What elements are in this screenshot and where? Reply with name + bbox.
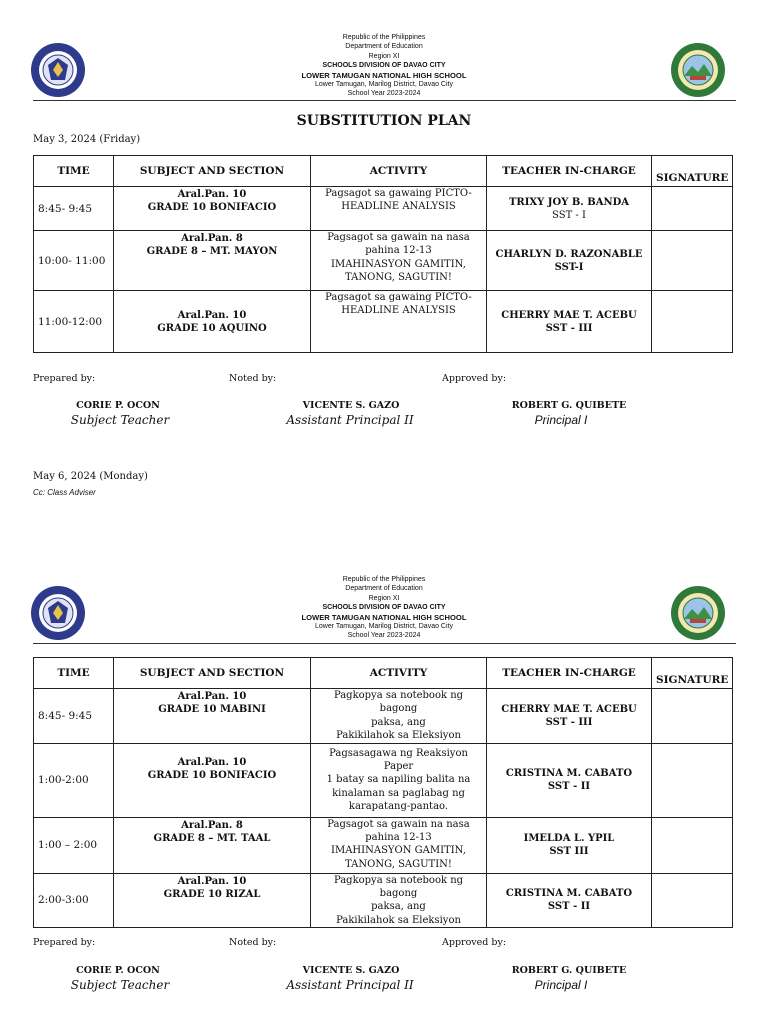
subject-name: Aral.Pan. 8	[181, 819, 243, 831]
division-line: SCHOOLS DIVISION OF DAVAO CITY	[322, 62, 446, 70]
time-cell: 10:00- 11:00	[34, 231, 114, 291]
signature-cell[interactable]	[652, 187, 733, 231]
subject-cell	[114, 817, 311, 873]
prepared-name: CORIE P. OCON	[76, 400, 160, 411]
subject-name: Aral.Pan. 10	[177, 310, 247, 321]
col-teacher: TEACHER IN-CHARGE	[487, 156, 652, 187]
prepared-label: Prepared by:	[33, 373, 96, 384]
subject-name: Aral.Pan. 10	[177, 691, 247, 702]
prepared-role: Subject Teacher	[70, 413, 170, 427]
col-signature: SIGNATURE	[652, 658, 733, 689]
col-subject: SUBJECT AND SECTION	[114, 658, 311, 689]
time-cell: 8:45- 9:45	[34, 187, 114, 231]
subject-cell	[114, 743, 311, 817]
activity-line: Pagsagot sa gawaing PICTO-	[325, 292, 472, 303]
teacher-name: CHARLYN D. RAZONABLE	[495, 248, 643, 260]
activity-line: Pagkopya sa notebook ng bagong	[333, 690, 464, 715]
time-cell: 1:00 – 2:00	[34, 817, 114, 873]
activity-cell	[311, 817, 487, 873]
col-subject: SUBJECT AND SECTION	[114, 156, 311, 187]
school-name: LOWER TAMUGAN NATIONAL HIGH SCHOOL	[301, 612, 467, 622]
approved-label: Approved by:	[442, 937, 507, 948]
department-line: Department of Education	[345, 585, 423, 593]
table-row	[34, 873, 733, 928]
activity-line: HEADLINE ANALYSIS	[341, 201, 456, 213]
teacher-cell	[487, 817, 652, 873]
signature-cell[interactable]	[652, 231, 733, 291]
region-line: Region XI	[368, 594, 400, 602]
cc-line: Cc: Class Adviser	[33, 488, 96, 497]
col-time: TIME	[34, 658, 114, 689]
activity-line: kinalaman sa paglabag ng	[332, 787, 465, 799]
activity-line: Pagsagot sa gawain na nasa	[327, 818, 470, 830]
approved-role: Principal I	[534, 978, 588, 992]
col-teacher: TEACHER IN-CHARGE	[487, 658, 652, 689]
teacher-cell	[487, 743, 652, 817]
signature-cell[interactable]	[652, 291, 733, 353]
time-cell: 1:00-2:00	[34, 743, 114, 817]
page-title: SUBSTITUTION PLAN	[296, 113, 472, 129]
teacher-name: CRISTINA M. CABATO	[505, 768, 633, 780]
noted-label: Noted by:	[229, 937, 277, 948]
col-time: TIME	[34, 156, 114, 187]
signature-cell[interactable]	[652, 873, 733, 928]
subject-name: Aral.Pan. 10	[177, 756, 247, 768]
activity-cell	[311, 187, 487, 231]
teacher-cell	[487, 187, 652, 231]
school-year-line: School Year 2023-2024	[347, 90, 421, 98]
section-name: GRADE 10 BONIFACIO	[147, 202, 277, 213]
subject-cell	[114, 231, 311, 291]
table-row	[34, 231, 733, 291]
letterhead	[184, 575, 584, 641]
noted-name: VICENTE S. GAZO	[302, 965, 400, 976]
prepared-label: Prepared by:	[33, 937, 96, 948]
section-name: GRADE 10 AQUINO	[157, 323, 267, 334]
signature-cell[interactable]	[652, 817, 733, 873]
activity-line: karapatang-pantao.	[348, 801, 449, 813]
teacher-position: SST - II	[547, 901, 591, 913]
activity-line: paksa, ang	[371, 901, 426, 913]
teacher-position: SST - III	[545, 716, 593, 728]
time-cell: 2:00-3:00	[34, 873, 114, 928]
activity-line: Pagsagot sa gawaing PICTO-	[325, 188, 472, 199]
activity-line: Pagsagot sa gawain na nasa	[327, 232, 470, 243]
teacher-position: SST III	[549, 846, 589, 858]
activity-line: TANONG, SAGUTIN!	[345, 272, 452, 284]
activity-line: pahina 12-13	[365, 245, 432, 257]
activity-cell	[311, 689, 487, 744]
teacher-name: IMELDA L. YPIL	[523, 833, 615, 845]
school-seal-icon	[670, 42, 726, 98]
division-line: SCHOOLS DIVISION OF DAVAO CITY	[322, 604, 446, 612]
activity-line: 1 batay sa napiling balita na	[326, 774, 471, 786]
approved-name: ROBERT G. QUIBETE	[511, 400, 627, 411]
table-row	[34, 817, 733, 873]
teacher-cell	[487, 689, 652, 744]
subject-name: Aral.Pan. 10	[177, 189, 247, 200]
header-rule	[33, 643, 736, 644]
table-row	[34, 187, 733, 231]
table-row	[34, 743, 733, 817]
letterhead	[184, 33, 584, 99]
teacher-name: CHERRY MAE T. ACEBU	[501, 309, 637, 321]
noted-label: Noted by:	[229, 373, 277, 384]
time-cell: 11:00-12:00	[34, 291, 114, 353]
address-line: Lower Tamugan, Marilog District, Davao City	[315, 81, 453, 89]
approved-name: ROBERT G. QUIBETE	[511, 965, 627, 976]
plan1-date: May 3, 2024 (Friday)	[33, 134, 141, 145]
section-name: GRADE 10 RIZAL	[163, 888, 261, 900]
section-name: GRADE 10 MABINI	[158, 704, 266, 715]
approved-role: Principal I	[534, 413, 588, 427]
republic-line: Republic of the Philippines	[342, 576, 426, 583]
activity-line: IMAHINASYON GAMITIN,	[331, 258, 466, 270]
noted-name: VICENTE S. GAZO	[302, 400, 400, 411]
deped-seal-icon	[30, 42, 86, 98]
activity-cell	[311, 291, 487, 353]
address-line: Lower Tamugan, Marilog District, Davao City	[315, 623, 453, 631]
activity-line: Pakikilahok sa Eleksiyon	[336, 730, 461, 742]
activity-line: Pagsasagawa ng Reaksiyon Paper	[329, 747, 468, 773]
activity-line: TANONG, SAGUTIN!	[345, 858, 452, 870]
teacher-position: SST - I	[552, 209, 586, 221]
subject-cell	[114, 291, 311, 353]
teacher-name: CHERRY MAE T. ACEBU	[501, 703, 637, 715]
teacher-name: TRIXY JOY B. BANDA	[508, 196, 630, 208]
noted-role: Assistant Principal II	[286, 413, 414, 427]
approved-label: Approved by:	[442, 373, 507, 384]
table-row	[34, 689, 733, 744]
school-name: LOWER TAMUGAN NATIONAL HIGH SCHOOL	[301, 70, 467, 80]
activity-line: Pakikilahok sa Eleksiyon	[336, 914, 461, 926]
col-activity: ACTIVITY	[311, 156, 487, 187]
section-name: GRADE 8 – MT. TAAL	[153, 832, 271, 844]
deped-seal-icon	[30, 585, 86, 641]
prepared-role: Subject Teacher	[70, 978, 170, 992]
school-seal-icon	[670, 585, 726, 641]
school-year-line: School Year 2023-2024	[347, 632, 421, 640]
subject-cell	[114, 689, 311, 744]
header-rule	[33, 100, 736, 101]
teacher-name: CRISTINA M. CABATO	[505, 888, 633, 900]
activity-cell	[311, 743, 487, 817]
activity-line: pahina 12-13	[365, 832, 432, 844]
activity-line: IMAHINASYON GAMITIN,	[331, 845, 466, 857]
subject-cell	[114, 873, 311, 928]
republic-line: Republic of the Philippines	[342, 34, 426, 41]
teacher-cell	[487, 231, 652, 291]
col-signature: SIGNATURE	[652, 156, 733, 187]
substitution-table-1	[33, 155, 733, 353]
teacher-cell	[487, 291, 652, 353]
col-activity: ACTIVITY	[311, 658, 487, 689]
subject-name: Aral.Pan. 8	[181, 233, 243, 244]
activity-line: Pagkopya sa notebook ng bagong	[333, 874, 464, 900]
prepared-name: CORIE P. OCON	[76, 965, 160, 976]
region-line: Region XI	[368, 52, 400, 60]
activity-line: HEADLINE ANALYSIS	[341, 305, 456, 317]
subject-name: Aral.Pan. 10	[177, 875, 247, 887]
noted-role: Assistant Principal II	[286, 978, 414, 992]
activity-line: paksa, ang	[371, 716, 426, 728]
substitution-table-2	[33, 657, 733, 928]
teacher-position: SST - III	[545, 322, 593, 334]
plan2-date: May 6, 2024 (Monday)	[33, 471, 148, 482]
teacher-position: SST - II	[547, 781, 591, 793]
table-row	[34, 291, 733, 353]
section-name: GRADE 10 BONIFACIO	[147, 769, 277, 781]
teacher-position: SST-I	[554, 261, 584, 273]
time-cell: 8:45- 9:45	[34, 689, 114, 744]
activity-cell	[311, 231, 487, 291]
signature-cell[interactable]	[652, 743, 733, 817]
teacher-cell	[487, 873, 652, 928]
signature-cell[interactable]	[652, 689, 733, 744]
section-name: GRADE 8 – MT. MAYON	[146, 246, 278, 257]
department-line: Department of Education	[345, 43, 423, 51]
activity-cell	[311, 873, 487, 928]
subject-cell	[114, 187, 311, 231]
